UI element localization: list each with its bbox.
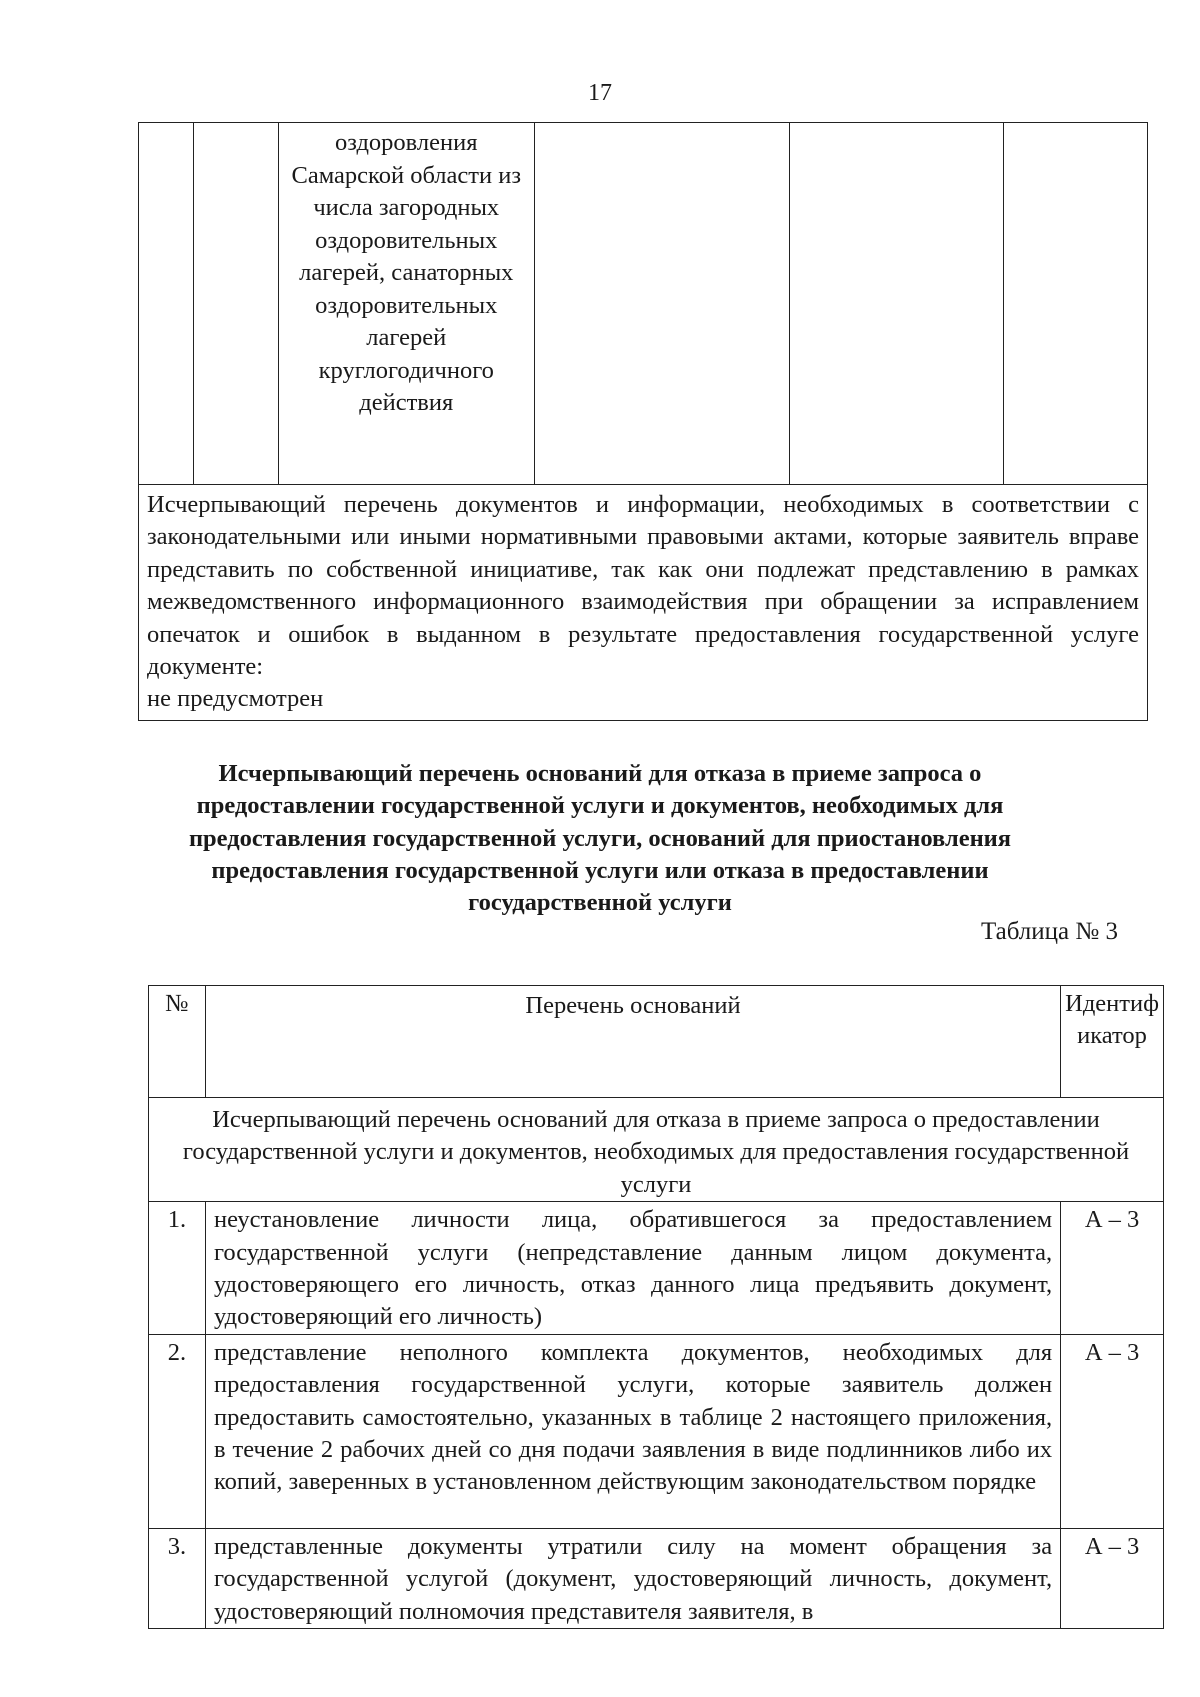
header-identifier: [1061, 986, 1164, 1098]
grounds-table: [148, 985, 1164, 1629]
table-row: [139, 485, 1148, 721]
table-row: [149, 1334, 1164, 1528]
table-label: Таблица № 3: [980, 918, 1118, 945]
note-cell: [139, 485, 1148, 721]
header-grounds: Перечень оснований: [205, 986, 1060, 1098]
subheading-cell: Исчерпывающий перечень оснований для отказа в приеме запроса о предоставлении государственной услуги и документов, необходимых для предоставления государственной услуги: [149, 1098, 1164, 1202]
row-identifier: А – 3: [1061, 1202, 1164, 1335]
row-number: 1.: [149, 1202, 206, 1335]
row-text: представление неполного комплекта документов, необходимых для предоставления государственной услуги, которые заявитель должен предоставить самостоятельно, указанных в таблице 2 настоящего приложения, в течение 2 рабочих дней со дня подачи заявления в виде подлинников либо их копий, заверенных в установленном действующим законодательством порядке: [205, 1334, 1060, 1528]
table-cell: [139, 123, 194, 485]
table-cell: [1004, 123, 1148, 485]
row-number: 2.: [149, 1334, 206, 1528]
table-subheading-row: [149, 1098, 1164, 1202]
table-cell: [790, 123, 1004, 485]
header-num: №: [149, 986, 206, 1098]
note-text: Исчерпывающий перечень документов и информации, необходимых в соответствии с законодательными или иными нормативными правовыми актами, которые заявитель вправе представить по собственной инициативе, так как они подлежат представлению в рамках межведомственного информационного взаимодействия при обращении за исправлением опечаток и ошибок в выданном в результате предоставления государственной услуге документе:: [147, 491, 1139, 681]
table-cell: [534, 123, 790, 485]
page-number: 17: [588, 80, 612, 106]
header-identifier-text: Идентификатор: [1065, 990, 1159, 1050]
table-header-row: [149, 986, 1164, 1098]
table-row: [149, 1528, 1164, 1628]
table-cell: [193, 123, 278, 485]
table-cell: [278, 123, 534, 485]
row-identifier: А – 3: [1061, 1528, 1164, 1628]
row-number: 3.: [149, 1528, 206, 1628]
section-heading: Исчерпывающий перечень оснований для отказа в приеме запроса о предоставлении государственной услуги и документов, необходимых для предоставления государственной услуги, оснований для приостановления предоставления государственной услуги или отказа в предоставлении государственной услуги: [188, 760, 1012, 917]
cell-text: оздоровления Самарской области из числа загородных оздоровительных лагерей, санаторных оздоровительных лагерей круглогодичного действия: [291, 129, 522, 416]
row-identifier: А – 3: [1061, 1334, 1164, 1528]
row-text: представленные документы утратили силу на момент обращения за государственной услугой (документ, удостоверяющий личность, документ, удостоверяющий полномочия представителя заявителя, в: [205, 1528, 1060, 1628]
row-text: неустановление личности лица, обратившегося за предоставлением государственной услуги (непредставление данным лицом документа, удостоверяющего его личность, отказ данного лица предъявить документ, удостоверяющий его личность): [205, 1202, 1060, 1335]
table-row: [139, 123, 1148, 485]
continuation-table: [138, 122, 1148, 721]
table-row: [149, 1202, 1164, 1335]
note-conclusion: не предусмотрен: [147, 685, 324, 713]
